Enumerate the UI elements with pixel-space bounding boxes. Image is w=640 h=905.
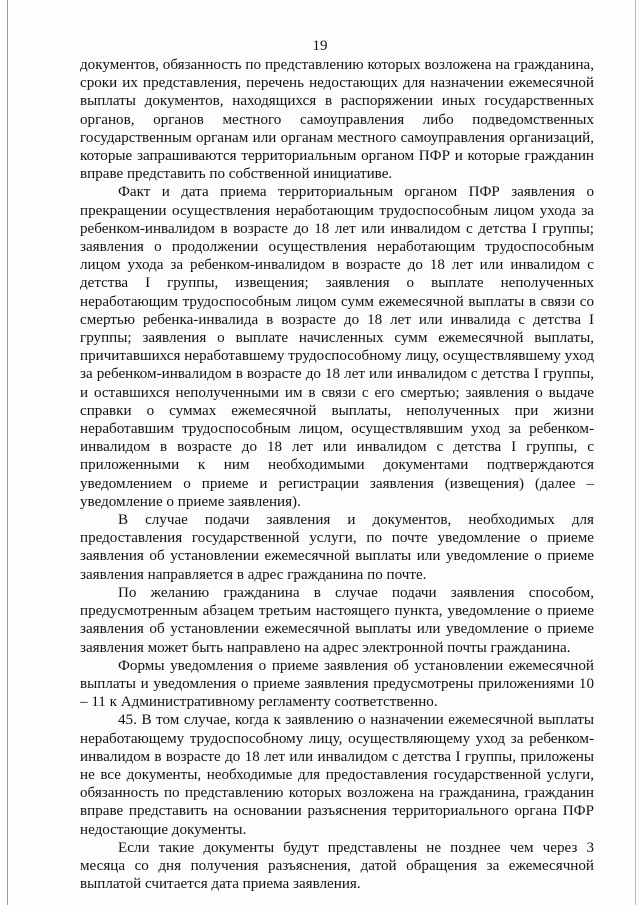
page-number: 19	[312, 38, 328, 54]
paragraph-item-45: 45. В том случае, когда к заявлению о назначении ежемесячной выплаты неработающему трудоспособному лицу, осуществляющему уход за ребенком-инвалидом в возрасте до 18 лет или инвалидом с детства I группы, приложены не все документы, необходимые для предоставления государственной услуги, обязанность по представлению которых возложена на гражданина, гражданин вправе представить на основании разъяснения территориального органа ПФР недостающие документы.	[80, 712, 594, 838]
paragraph-deadline: Если такие документы будут представлены не позднее чем через 3 месяца со дня получения разъяснения, датой обращения за ежемесячной выплатой считается дата приема заявления.	[80, 839, 594, 893]
paragraph-email-notification: По желанию гражданина в случае подачи заявления способом, предусмотренным абзацем третьим настоящего пункта, уведомление о приеме заявления об установлении ежемесячной выплаты или уведомление о приеме заявления может быть направлено на адрес электронной почты гражданина.	[80, 584, 594, 656]
paragraph-fact-and-date: Факт и дата приема территориальным органом ПФР заявления о прекращении осуществления неработающим трудоспособным лицом ухода за ребенком-инвалидом в возрасте до 18 лет или инвалидом с детства I группы; заявления о продолжении осуществления неработающим трудоспособным лицом ухода за ребенком-инвалидом в возрасте до 18 лет или инвалидом с детства I группы, извещения; заявления о выплате неполученных неработающим трудоспособным лицом сумм ежемесячной выплаты в связи со смертью ребенка-инвалида в возрасте до 18 лет или инвалида с детства I группы; заявления о выплате начисленных сумм ежемесячной выплаты, причитавшихся неработавшему трудоспособному лицу, осуществлявшему уход за ребенком-инвалидом в возрасте до 18 лет или инвалидом с детства I группы, и оставшихся неполученными им в связи с его смертью; заявления о выдаче справки о суммах ежемесячной выплаты, неполученных при жизни неработавшим трудоспособным лицом, осуществлявшим уход за ребенком-инвалидом в возрасте до 18 лет или инвалидом с детства I группы, с приложенными к ним необходимыми документами подтверждаются уведомлением о приеме и регистрации заявления (извещения) (далее – уведомление о приеме заявления).	[80, 184, 594, 510]
scan-left-edge	[7, 0, 8, 905]
paragraph-postal-submission: В случае подачи заявления и документов, необходимых для предоставления государственной услуги, по почте уведомление о приеме заявления об установлении ежемесячной выплаты или уведомление о приеме заявления направляется в адрес гражданина по почте.	[80, 512, 594, 583]
document-body	[80, 56, 594, 893]
scan-right-edge	[635, 0, 636, 905]
paragraph-continuation: документов, обязанность по представлению которых возложена на гражданина, сроки их представления, перечень недостающих для назначении ежемесячной выплаты документов, находящихся в распоряжении иных государственных органов, органов местного самоуправления либо подведомственных государственным органам или органам местного самоуправления организаций, которые запрашиваются территориальным органом ПФР и которые гражданин вправе представить по собственной инициативе.	[80, 57, 594, 183]
paragraph-notification-forms: Формы уведомления о приеме заявления об установлении ежемесячной выплаты и уведомления о приеме заявления предусмотрены приложениями 10 – 11 к Административному регламенту соответственно.	[80, 657, 594, 711]
